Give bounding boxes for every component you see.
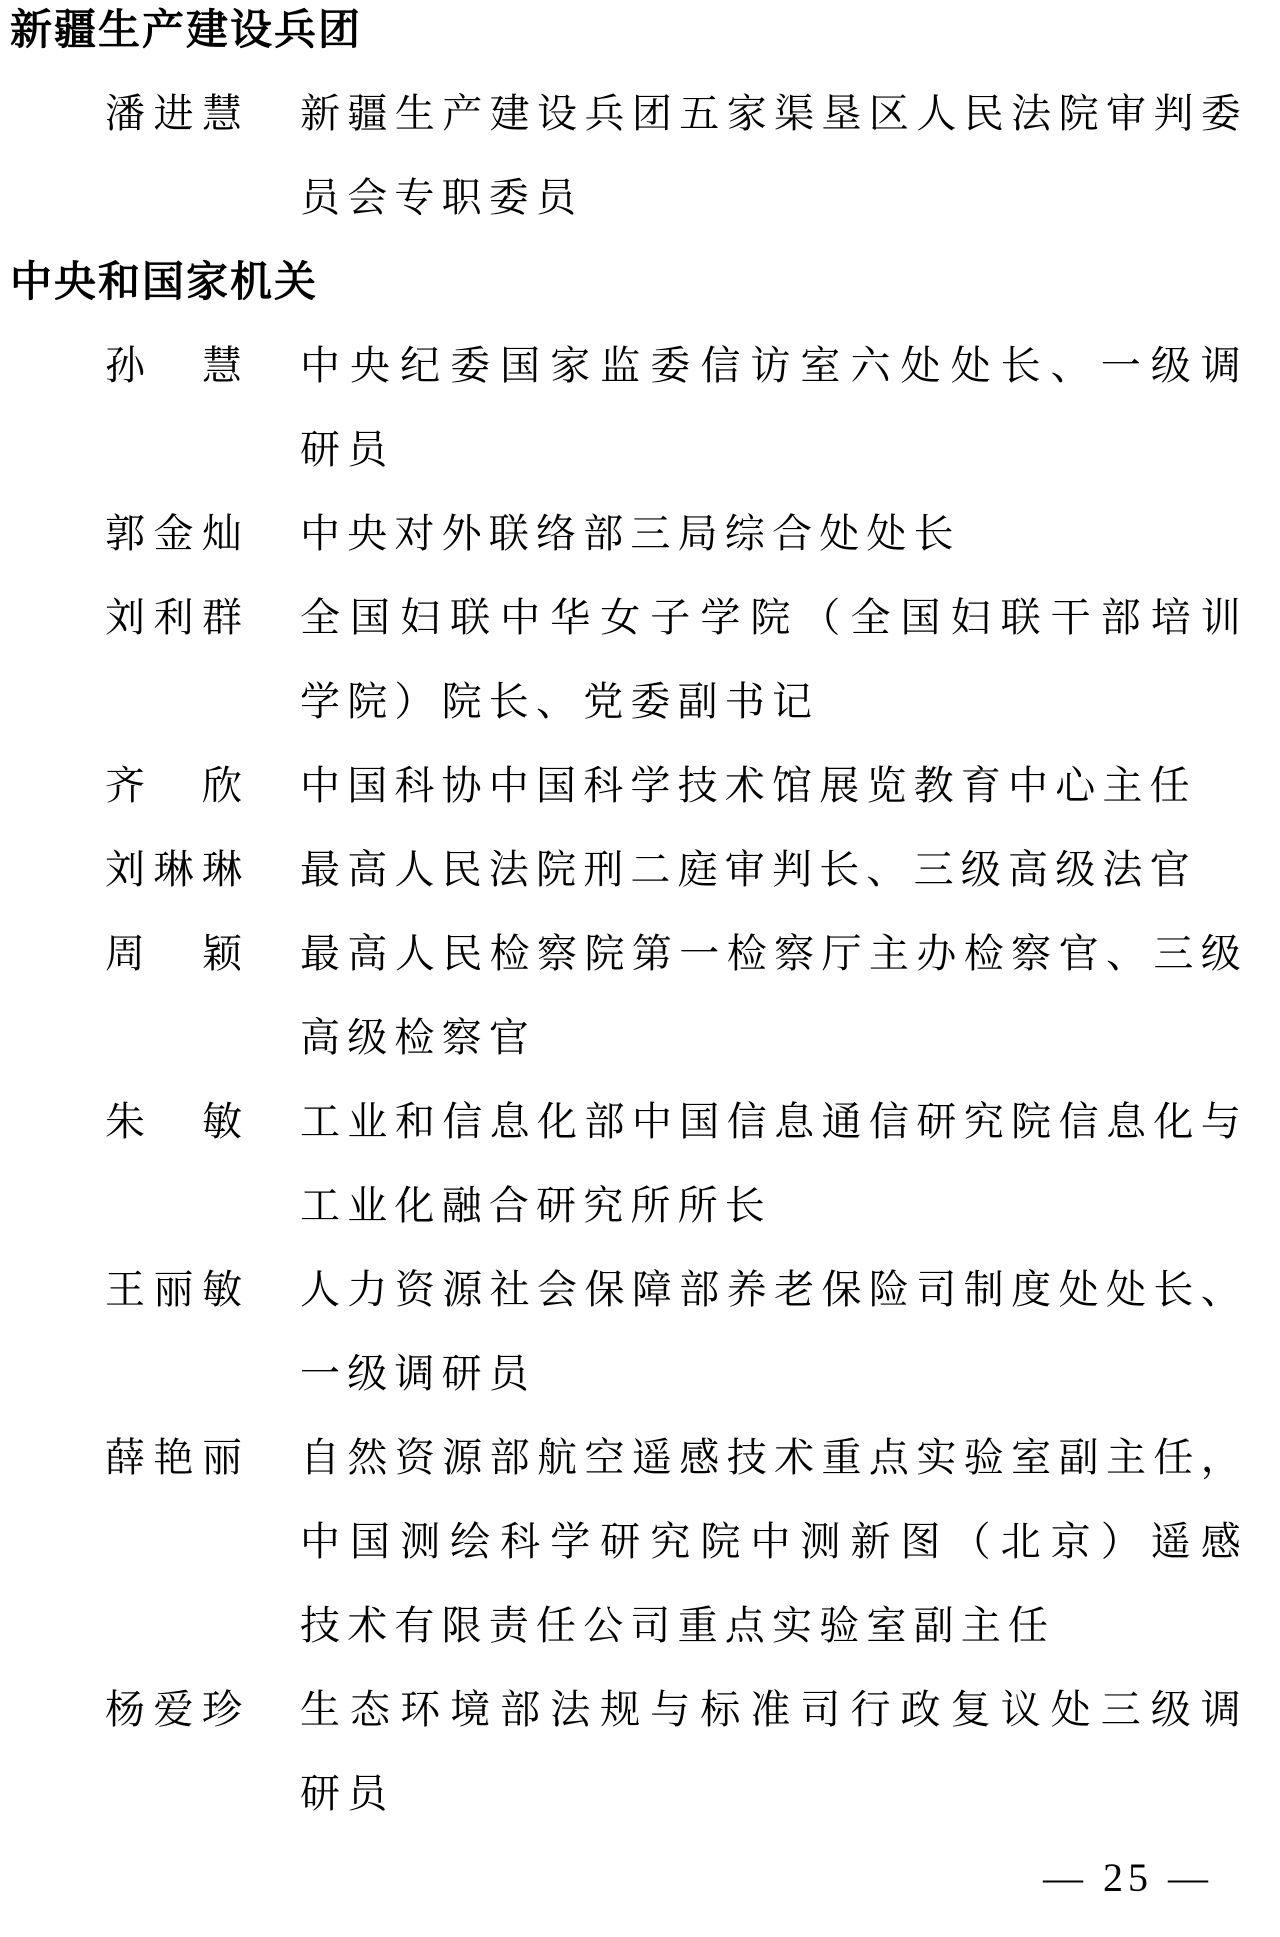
position-line: 一级调研员 [300, 1351, 536, 1396]
entry-name: 杨爱珍 [105, 1687, 242, 1732]
entry-row [10, 1080, 1270, 1248]
document-content [10, 0, 1270, 1920]
entry-name: 齐欣 [105, 763, 242, 808]
position-line: 学院）院长、党委副书记 [300, 679, 820, 724]
position-line: 研员 [300, 1771, 395, 1816]
section-header: 中央和国家机关 [10, 258, 319, 305]
position-line: 最高人民检察院第一检察厅主办检察官、三级 [300, 931, 1248, 976]
position-line: 人力资源社会保障部养老保险司制度处处长、 [300, 1267, 1248, 1312]
entry-name: 潘进慧 [105, 91, 242, 136]
entry-position [300, 1416, 1248, 1668]
entry-row [10, 912, 1270, 1080]
section [10, 0, 1270, 240]
page-number: — 25 — [1043, 1855, 1213, 1900]
position-line: 最高人民法院刑二庭审判长、三级高级法官 [300, 847, 1197, 892]
position-line: 高级检察官 [300, 1015, 536, 1060]
entry-name: 薛艳丽 [105, 1435, 242, 1480]
entry-row [10, 1248, 1270, 1416]
entry-row [10, 828, 1270, 912]
entry-position [300, 72, 1248, 240]
entry-position [300, 324, 1248, 492]
position-line: 生态环境部法规与标准司行政复议处三级调 [300, 1687, 1248, 1732]
position-line: 工业和信息化部中国信息通信研究院信息化与 [300, 1099, 1248, 1144]
position-line: 技术有限责任公司重点实验室副主任 [300, 1603, 1056, 1648]
position-line: 员会专职委员 [300, 175, 584, 220]
entry-row [10, 324, 1270, 492]
section [10, 240, 1270, 1836]
entry-position [300, 744, 1248, 828]
section-header: 新疆生产建设兵团 [10, 6, 363, 53]
position-line: 中国科协中国科学技术馆展览教育中心主任 [300, 763, 1197, 808]
entry-row [10, 492, 1270, 576]
position-line: 中央纪委国家监委信访室六处处长、一级调 [300, 343, 1248, 388]
position-line: 中央对外联络部三局综合处处长 [300, 511, 961, 556]
sections-root [10, 0, 1270, 1836]
entry-position [300, 492, 1248, 576]
entry-position [300, 1668, 1248, 1836]
position-line: 中国测绘科学研究院中测新图（北京）遥感 [300, 1519, 1248, 1564]
entry-row [10, 72, 1270, 240]
position-line: 研员 [300, 427, 395, 472]
entry-row [10, 1416, 1270, 1668]
entry-position [300, 1080, 1248, 1248]
entry-position [300, 828, 1248, 912]
entry-name: 朱敏 [105, 1099, 242, 1144]
position-line: 工业化融合研究所所长 [300, 1183, 772, 1228]
entry-position [300, 576, 1248, 744]
position-line: 自然资源部航空遥感技术重点实验室副主任， [300, 1435, 1248, 1480]
position-line: 新疆生产建设兵团五家渠垦区人民法院审判委 [300, 91, 1248, 136]
entry-name: 刘利群 [105, 595, 242, 640]
position-line: 全国妇联中华女子学院（全国妇联干部培训 [300, 595, 1248, 640]
entry-name: 周颖 [105, 931, 242, 976]
entry-row [10, 744, 1270, 828]
entry-name: 刘琳琳 [105, 847, 242, 892]
entry-row [10, 576, 1270, 744]
entry-name: 郭金灿 [105, 511, 242, 556]
entry-name: 王丽敏 [105, 1267, 242, 1312]
entry-row [10, 1668, 1270, 1836]
entry-name: 孙慧 [105, 343, 242, 388]
entry-position [300, 912, 1248, 1080]
entry-position [300, 1248, 1248, 1416]
